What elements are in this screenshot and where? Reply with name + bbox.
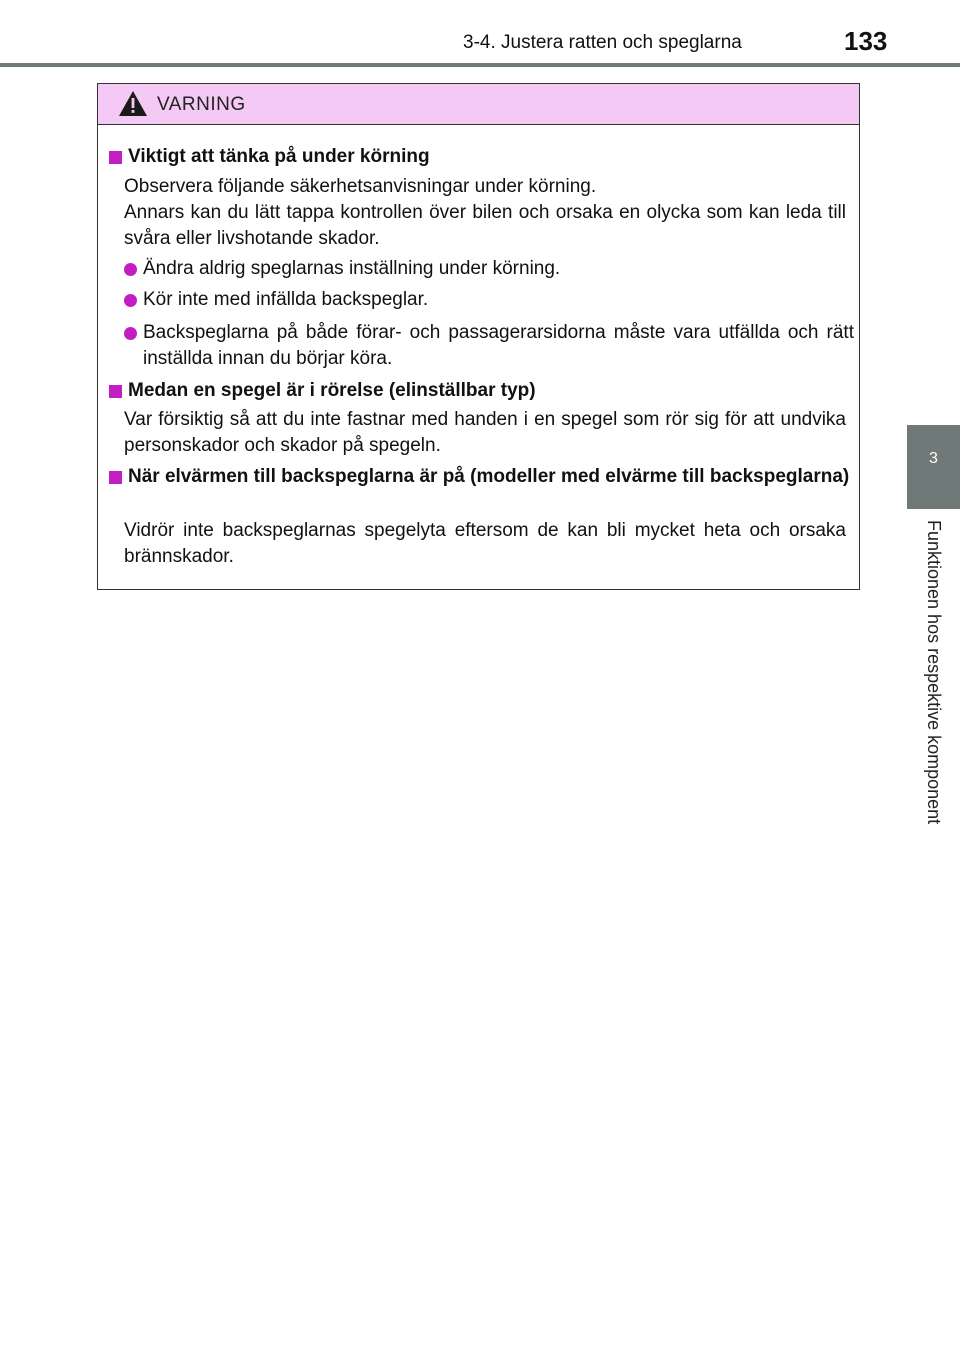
warning-header	[98, 84, 859, 125]
square-bullet-icon	[109, 385, 122, 398]
bullet-text: Backspeglarna på både förar- och passagerarsidorna måste vara utfällda och rätt inställda innan du börjar köra.	[143, 322, 854, 369]
section-heading-text: Medan en spegel är i rörelse (elinställbar typ)	[128, 380, 536, 401]
section-paragraph	[124, 174, 846, 252]
section-heading-text: När elvärmen till backspeglarna är på (modeller med elvärme till backspeglarna)	[128, 466, 850, 487]
warning-triangle-icon	[118, 90, 148, 117]
bullet-item	[124, 256, 854, 282]
chapter-tab	[907, 425, 960, 509]
square-bullet-icon	[109, 151, 122, 164]
bullet-item	[124, 320, 854, 372]
square-bullet-icon	[109, 471, 122, 484]
round-bullet-icon	[124, 294, 137, 307]
warning-box	[97, 83, 860, 590]
bullet-text: Ändra aldrig speglarnas inställning under körning.	[143, 258, 561, 279]
bullet-text: Kör inte med infällda backspeglar.	[143, 289, 429, 310]
chapter-number: 3	[929, 450, 938, 467]
section-heading	[109, 144, 854, 170]
section-heading-text: Viktigt att tänka på under körning	[128, 146, 430, 167]
round-bullet-icon	[124, 327, 137, 340]
chapter-title: Funktionen hos respektive komponent	[924, 520, 944, 825]
section-title: 3-4. Justera ratten och speglarna	[463, 32, 742, 53]
section-heading	[109, 464, 854, 490]
bullet-item	[124, 287, 854, 313]
warning-label: VARNING	[157, 94, 246, 115]
section-paragraph: Vidrör inte backspeglarnas spegelyta eftersom de kan bli mycket heta och orsaka brännskador.	[124, 520, 846, 567]
page-number: 133	[844, 26, 888, 56]
header-divider	[0, 63, 960, 67]
paragraph-line: Observera följande säkerhetsanvisningar under körning.	[124, 176, 597, 197]
paragraph-line: Annars kan du lätt tappa kontrollen över bilen och orsaka en olycka som kan leda till svåra eller livshotande skador.	[124, 202, 846, 249]
round-bullet-icon	[124, 263, 137, 276]
section-paragraph: Var försiktig så att du inte fastnar med handen i en spegel som rör sig för att undvika personskador och skador på spegeln.	[124, 409, 846, 456]
section-heading	[109, 378, 854, 404]
